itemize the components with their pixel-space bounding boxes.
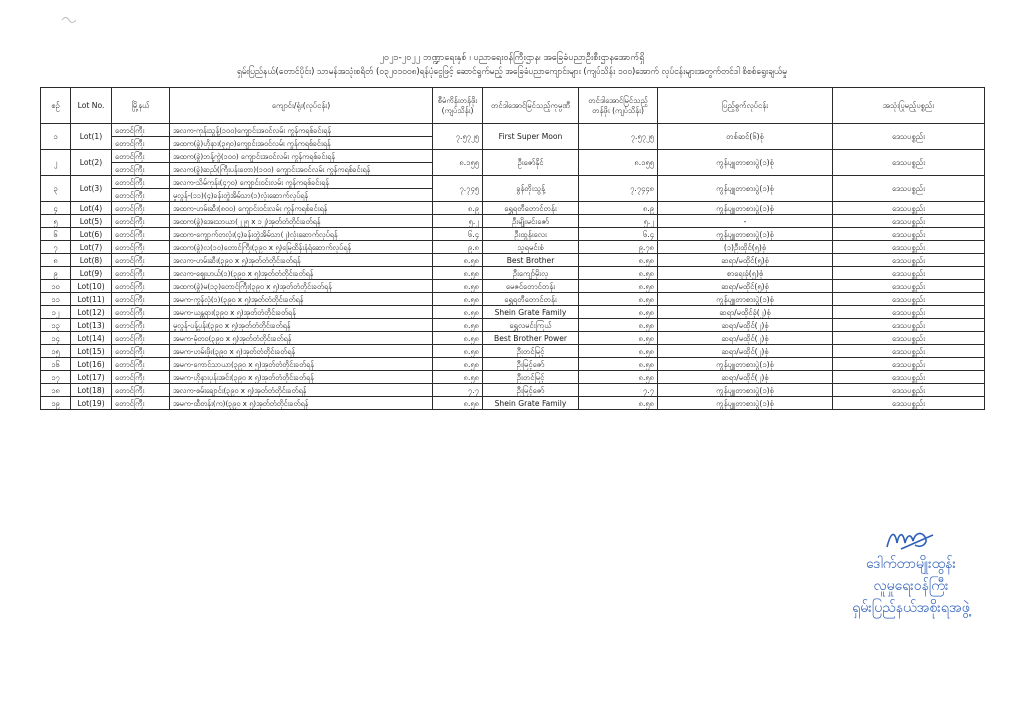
cell-work: အထက(ခွဲ)မ(၁၃)တောင်ကြီး(၃၉၀ x ၅)အုတ်တံတိုင်းခတ်ရန်: [170, 280, 433, 293]
col-header-company: တင်ဒါအောင်မြင်သည့်ကုမ္ပဏီ: [483, 88, 579, 124]
signatory-org: ရှမ်းပြည်နယ်အစိုးရအဖွဲ့: [852, 600, 970, 616]
cell-company: ရွှေရတီတောင်တန်း: [483, 293, 579, 306]
cell-company: ဦးမျိုးမင်းဇော်: [483, 215, 579, 228]
table-row: [41, 215, 985, 228]
cell-estimate: ၇.၇၄၅: [433, 176, 483, 202]
cell-completion: ကွန်ပျူတာစားပွဲ(၁)စုံ: [658, 150, 833, 176]
cell-work: အထက(ခွဲ)ဘန့်ကွဲ(၁၀၀) ကျောင်းအဝင်လမ်း ကွန်ကရစ်ခင်းရန်: [170, 150, 433, 163]
col-header-material: အသုံးပြုမည့်ပစ္စည်း: [833, 88, 985, 124]
cell-work: အမက-ယန္တရား(၃၉၀ x ၅)အုတ်တံတိုင်းခတ်ရန်: [170, 306, 433, 319]
cell-no: ၇: [41, 241, 71, 254]
cell-township: တောင်ကြီး: [112, 202, 170, 215]
cell-material: ဒေသပစ္စည်း: [833, 150, 985, 176]
cell-lot: Lot(10): [71, 280, 112, 293]
signatory-title: လူမှုရေးဝန်ကြီး: [873, 578, 949, 594]
table-row: [41, 358, 985, 371]
cell-no: ၁၉: [41, 397, 71, 410]
cell-estimate: ၈.၅၈: [433, 345, 483, 358]
cell-completion: (၁)ဦးထိုင်(၅)စုံ: [658, 241, 833, 254]
table-row: [41, 319, 985, 332]
table-row: [41, 345, 985, 358]
cell-township: တောင်ကြီး: [112, 384, 170, 397]
cell-work: အထက(ခွဲ)လ(၁၀)တောင်ကြီး(၃၉၀ x ၅)မြေထိန်းနံရံဆောက်လုပ်ရန်: [170, 241, 433, 254]
cell-estimate: ၈.၅၈: [433, 397, 483, 410]
cell-lot: Lot(15): [71, 345, 112, 358]
cell-material: ဒေသပစ္စည်း: [833, 241, 985, 254]
cell-company: ဦးမြင့်ဇော်: [483, 358, 579, 371]
cell-township: တောင်ကြီး: [112, 150, 170, 163]
signature-block: [826, 527, 996, 619]
cell-no: ၃: [41, 176, 71, 202]
cell-company: ဦးကျော်မိုးလှ: [483, 267, 579, 280]
cell-no: ၅: [41, 215, 71, 228]
cell-no: ၁၈: [41, 384, 71, 397]
cell-material: ဒေသပစ္စည်း: [833, 306, 985, 319]
cell-completion: ကွန်ပျူတာစားပွဲ(၁)စုံ: [658, 202, 833, 215]
cell-estimate: ၈.၅၈: [433, 358, 483, 371]
cell-estimate: ၅.၂: [433, 215, 483, 228]
cell-lot: Lot(4): [71, 202, 112, 215]
cell-company: Best Brother: [483, 254, 579, 267]
cell-lot: Lot(14): [71, 332, 112, 345]
cell-township: တောင်ကြီး: [112, 319, 170, 332]
cell-township: တောင်ကြီး: [112, 358, 170, 371]
cell-completion: ဆရာ/မထိုင်(၅)စုံ: [658, 254, 833, 267]
cell-award: ၇.၇၄၄၈: [579, 176, 658, 202]
document-header: [0, 52, 1024, 78]
cell-completion: စာရေးခုံ(၅)စုံ: [658, 267, 833, 280]
cell-material: ဒေသပစ္စည်း: [833, 176, 985, 202]
cell-completion: ဆရာ/မထိုင်(၂)စုံ: [658, 332, 833, 345]
table-row: [41, 228, 985, 241]
cell-company: Shein Grate Family: [483, 306, 579, 319]
cell-no: ၁၆: [41, 358, 71, 371]
cell-estimate: ၉.၈: [433, 241, 483, 254]
table-row: [41, 241, 985, 254]
cell-estimate: ၈.၅၈: [433, 267, 483, 280]
cell-lot: Lot(12): [71, 306, 112, 319]
cell-company: ဦးထွန်းလေး: [483, 228, 579, 241]
cell-estimate: ၆.၄: [433, 228, 483, 241]
table-row: [41, 280, 985, 293]
cell-company: သူရမင်းစံ: [483, 241, 579, 254]
cell-award: ၈.၅၈: [579, 306, 658, 319]
cell-completion: ဆရာ/မထိုင်(၂)စုံ: [658, 345, 833, 358]
cell-no: ၁: [41, 124, 71, 150]
cell-completion: ကွန်ပျူတာစားပွဲ(၁)စုံ: [658, 384, 833, 397]
cell-work: အလက(ခွဲ)ဆည်(ကြီးပန်းတော)(၁၀၀) ကျောင်းအဝင်လမ်း ကွန်ကရစ်ခင်းရန်: [170, 163, 433, 176]
col-header-no: စဉ်: [41, 88, 71, 124]
cell-lot: Lot(11): [71, 293, 112, 306]
cell-work: အလက-သိမ်ကုန်း(၄၇၀) ကျောင်းဝင်းလမ်း ကွန်ကရစ်ခင်းရန်: [170, 176, 433, 189]
cell-completion: တစ်ဆင်(၆)စုံ: [658, 124, 833, 150]
cell-township: တောင်ကြီး: [112, 241, 170, 254]
cell-township: တောင်ကြီး: [112, 371, 170, 384]
cell-material: ဒေသပစ္စည်း: [833, 397, 985, 410]
table-header-row: [41, 88, 985, 124]
cell-lot: Lot(6): [71, 228, 112, 241]
cell-completion: ကွန်ပျူတာစားပွဲ(၁)စုံ: [658, 293, 833, 306]
cell-township: တောင်ကြီး: [112, 306, 170, 319]
cell-company: ခွန်တိုးသွန့်: [483, 176, 579, 202]
signature-scribble-icon: [881, 527, 941, 553]
cell-work: မူလွန်-ပန့်ပုန်း(၃၉၀ x ၅)အုတ်တံတိုင်းခတ်ရန်: [170, 319, 433, 332]
cell-no: ၁၅: [41, 345, 71, 358]
cell-estimate: ၈.၁၅၅: [433, 150, 483, 176]
cell-estimate: ၈.၅၈: [433, 280, 483, 293]
col-header-work: ကျောင်း/ရုံး(လုပ်ငန်း): [170, 88, 433, 124]
cell-award: ၈.၅၈: [579, 293, 658, 306]
cell-completion: ဆရာ/မထိုင်ခုံ(၂)စုံ: [658, 306, 833, 319]
cell-work: အထက-ကျောက်တလုံး(၄)ခန်းတွဲအိမ်သာ(၂)လုံးဆောက်လုပ်ရန်: [170, 228, 433, 241]
cell-award: ၈.၅၈: [579, 280, 658, 293]
cell-estimate: ၈.၅၈: [433, 306, 483, 319]
cell-township: တောင်ကြီး: [112, 228, 170, 241]
cell-estimate: ၈.၅၈: [433, 371, 483, 384]
cell-township: တောင်ကြီး: [112, 345, 170, 358]
cell-completion: ကွန်ပျူတာစားပွဲ(၁)စုံ: [658, 176, 833, 202]
cell-work: အမက-မုံတဝ(၃၉၀ x ၅)အုတ်တံတိုင်းခတ်ရန်: [170, 332, 433, 345]
cell-completion: ကွန်ပျူတာစားပွဲ(၁)စုံ: [658, 358, 833, 371]
cell-no: ၁၂: [41, 306, 71, 319]
cell-work: အမက-ကောင်သာယာ(၃၉၀ x ၅)အုတ်တံတိုင်းခတ်ရန်: [170, 358, 433, 371]
cell-work: အလက-ဈေးဟယ်(၁)(၃၉၀ x ၅)အုတ်တံတိုင်းခတ်ရန်: [170, 267, 433, 280]
cell-award: ၆.၄: [579, 228, 658, 241]
cell-estimate: ၈.၅၈: [433, 319, 483, 332]
cell-township: တောင်ကြီး: [112, 332, 170, 345]
cell-company: First Super Moon: [483, 124, 579, 150]
table-row: [41, 306, 985, 319]
cell-no: ၁၀: [41, 280, 71, 293]
cell-completion: -: [658, 215, 833, 228]
cell-company: ဦးတင်မြင့်: [483, 345, 579, 358]
cell-award: ၈.၉: [579, 202, 658, 215]
cell-work: အထက(ခွဲ)ဟိုနား(၃၅၀)ကျောင်းအဝင်လမ်း ကွန်ကရစ်ခင်းရန်: [170, 137, 433, 150]
cell-township: တောင်ကြီး: [112, 137, 170, 150]
cell-lot: Lot(18): [71, 384, 112, 397]
cell-estimate: ၈.၉: [433, 202, 483, 215]
cell-material: ဒေသပစ္စည်း: [833, 280, 985, 293]
cell-no: ၁၇: [41, 371, 71, 384]
cell-material: ဒေသပစ္စည်း: [833, 332, 985, 345]
cell-completion: ကွန်ပျူတာစားပွဲ(၁)စုံ: [658, 228, 833, 241]
cell-township: တောင်ကြီး: [112, 124, 170, 137]
cell-work: အမက-ထီတန်း(က)(၃၉၀ x ၅)အုတ်တံတိုင်းခတ်ရန်: [170, 397, 433, 410]
cell-work: အလက-စမ်းချောင်း(၃၉၀ x ၅)အုတ်တံတိုင်းခတ်ရန်: [170, 384, 433, 397]
cell-work: အမက-ဟိုနားပုန်းအင်း(၃၉၀ x ၅)အုတ်တံတိုင်းခတ်ရန်: [170, 371, 433, 384]
table-row: [41, 267, 985, 280]
cell-company: Shein Grate Family: [483, 397, 579, 410]
cell-lot: Lot(9): [71, 267, 112, 280]
cell-no: ၉: [41, 267, 71, 280]
cell-township: တောင်ကြီး: [112, 397, 170, 410]
cell-material: ဒေသပစ္စည်း: [833, 345, 985, 358]
cell-award: ၈.၅၈: [579, 345, 658, 358]
cell-material: ဒေသပစ္စည်း: [833, 293, 985, 306]
cell-material: ဒေသပစ္စည်း: [833, 319, 985, 332]
cell-award: ၈.၅၈: [579, 332, 658, 345]
cell-completion: ဆရာ/မထိုင်(၅)စုံ: [658, 280, 833, 293]
cell-company: ဦးဇော်နိုင်: [483, 150, 579, 176]
cell-estimate: ၇.၅၇၂၅: [433, 124, 483, 150]
cell-work: အလက-ကုန်းသွန့်(၁၀၀)ကျောင်းအဝင်လမ်း ကွန်ကရစ်ခင်းရန်: [170, 124, 433, 137]
cell-work: အမက-ကွန်လုံ(၁)(၃၉၀ x ၅)အုတ်တံတိုင်းခတ်ရန်: [170, 293, 433, 306]
cell-lot: Lot(5): [71, 215, 112, 228]
cell-material: ဒေသပစ္စည်း: [833, 384, 985, 397]
cell-township: တောင်ကြီး: [112, 254, 170, 267]
cell-material: ဒေသပစ္စည်း: [833, 202, 985, 215]
cell-lot: Lot(19): [71, 397, 112, 410]
cell-material: ဒေသပစ္စည်း: [833, 267, 985, 280]
cell-lot: Lot(1): [71, 124, 112, 150]
cell-lot: Lot(2): [71, 150, 112, 176]
cell-company: ရွှေလမင်းကြယ်: [483, 319, 579, 332]
cell-work: အထက-ဟမ်းဆီး(၈၀၀) ကျောင်းဝင်းလမ်း ကွန်ကရစ်ခင်းရန်: [170, 202, 433, 215]
cell-company: မေဇင်တောင်တန်း: [483, 280, 579, 293]
cell-completion: ကွန်ပျူတာစားပွဲ(၁)စုံ: [658, 397, 833, 410]
cell-material: ဒေသပစ္စည်း: [833, 254, 985, 267]
cell-award: ၈.၁၅၅: [579, 150, 658, 176]
cell-company: ဦးမြင့်ဇော်: [483, 384, 579, 397]
cell-material: ဒေသပစ္စည်း: [833, 228, 985, 241]
col-header-completion: ပြည့်စွက်လုပ်ငန်း: [658, 88, 833, 124]
cell-lot: Lot(17): [71, 371, 112, 384]
table-row: [41, 384, 985, 397]
cell-township: တောင်ကြီး: [112, 267, 170, 280]
cell-material: ဒေသပစ္စည်း: [833, 124, 985, 150]
cell-award: ၈.၅၈: [579, 267, 658, 280]
cell-no: ၁၄: [41, 332, 71, 345]
cell-township: တောင်ကြီး: [112, 176, 170, 189]
cell-material: ဒေသပစ္စည်း: [833, 371, 985, 384]
cell-lot: Lot(8): [71, 254, 112, 267]
cell-no: ၈: [41, 254, 71, 267]
table-row: [41, 293, 985, 306]
table-body: [41, 124, 985, 410]
cell-no: ၂: [41, 150, 71, 176]
header-line-2: ရှမ်းပြည်နယ်(တောင်ပိုင်း) သာမန်အသုံးစရိတ် (၀၃၂၀၁၀၀၈)ရန်ပုံငွေဖြင့် ဆောင်ရွက်မည့် အခြေခံပညာကျောင်းများ (ကျပ်သိန်း ၁၀၀)အောက် လုပ်ငန်းများအတွက်တင်ဒါ စိစစ်ရွေးချယ်မှု: [237, 66, 787, 76]
table-row: [41, 176, 985, 189]
cell-no: ၄: [41, 202, 71, 215]
table-row: [41, 371, 985, 384]
cell-lot: Lot(3): [71, 176, 112, 202]
cell-no: ၁၃: [41, 319, 71, 332]
table-row: [41, 332, 985, 345]
cell-township: တောင်ကြီး: [112, 163, 170, 176]
cell-company: ရွှေရတီတောင်တန်း: [483, 202, 579, 215]
cell-award: ၈.၅၈: [579, 371, 658, 384]
cell-award: ၉.၇၈: [579, 241, 658, 254]
table-row: [41, 254, 985, 267]
header-line-1: ၂၀၂၁-၂၀၂၂ ဘဏ္ဍာရေးနှစ် ၊ ပညာရေးဝန်ကြီးဌာန၊ အခြေခံပညာဦးစီးဌာနအောက်ရှိ: [379, 53, 645, 63]
table-row: [41, 124, 985, 137]
signatory-name: ဒေါက်တာမျိုးထွန်း: [866, 556, 956, 572]
cell-work: အထက(ခွဲ)အေးသာယာ(၂၂၅ x ၁၂)အုတ်တံတိုင်းခတ်ရန်: [170, 215, 433, 228]
cell-estimate: ၇.၇: [433, 384, 483, 397]
col-header-award: တင်ဒါအောင်မြင်သည့်တန်ဖိုး (ကျပ်သိန်း): [579, 88, 658, 124]
table-row: [41, 397, 985, 410]
cell-estimate: ၈.၅၈: [433, 332, 483, 345]
cell-award: ၈.၅၈: [579, 397, 658, 410]
cell-township: တောင်ကြီး: [112, 293, 170, 306]
cell-no: ၁၁: [41, 293, 71, 306]
cell-award: ၈.၅၈: [579, 254, 658, 267]
cell-no: ၆: [41, 228, 71, 241]
cell-award: ၇.၇: [579, 384, 658, 397]
table-row: [41, 150, 985, 163]
table-row: [41, 202, 985, 215]
cell-work: အလက-ဟမ်းဆီး(၃၉၀ x ၅)အုတ်တံတိုင်းခတ်ရန်: [170, 254, 433, 267]
cell-completion: ဆရာ/မထိုင်(၂)စုံ: [658, 319, 833, 332]
tender-table: [40, 87, 985, 410]
cell-material: ဒေသပစ္စည်း: [833, 358, 985, 371]
cell-award: ၈.၅၈: [579, 319, 658, 332]
cell-award: ၈.၅၈: [579, 358, 658, 371]
cell-estimate: ၈.၅၈: [433, 254, 483, 267]
cell-material: ဒေသပစ္စည်း: [833, 215, 985, 228]
cell-township: တောင်ကြီး: [112, 189, 170, 202]
col-header-estimate: စီမံကိန်းတန်ဖိုး (ကျပ်သိန်း): [433, 88, 483, 124]
cell-company: Best Brother Power: [483, 332, 579, 345]
cell-lot: Lot(13): [71, 319, 112, 332]
cell-award: ၇.၅၇၂၅: [579, 124, 658, 150]
col-header-lot: Lot No.: [71, 88, 112, 124]
cell-lot: Lot(7): [71, 241, 112, 254]
cell-township: တောင်ကြီး: [112, 215, 170, 228]
col-header-township: မြို့နယ်: [112, 88, 170, 124]
cell-award: ၅.၂: [579, 215, 658, 228]
corner-mark-icon: [60, 14, 78, 26]
cell-work: မူလွန်-(၁၁)(၄)ခန်းတွဲအိမ်သာ(၁)လုံးဆောက်လုပ်ရန်: [170, 189, 433, 202]
cell-completion: ဆရာ/မထိုင်(၂)စုံ: [658, 371, 833, 384]
cell-township: တောင်ကြီး: [112, 280, 170, 293]
cell-lot: Lot(16): [71, 358, 112, 371]
cell-company: ဦးတင်မြင့်: [483, 371, 579, 384]
cell-work: အမက-ဟမ်းဖိုး(၃၉၀ x ၅)အုတ်တံတိုင်းခတ်ရန်: [170, 345, 433, 358]
cell-estimate: ၈.၅၈: [433, 293, 483, 306]
